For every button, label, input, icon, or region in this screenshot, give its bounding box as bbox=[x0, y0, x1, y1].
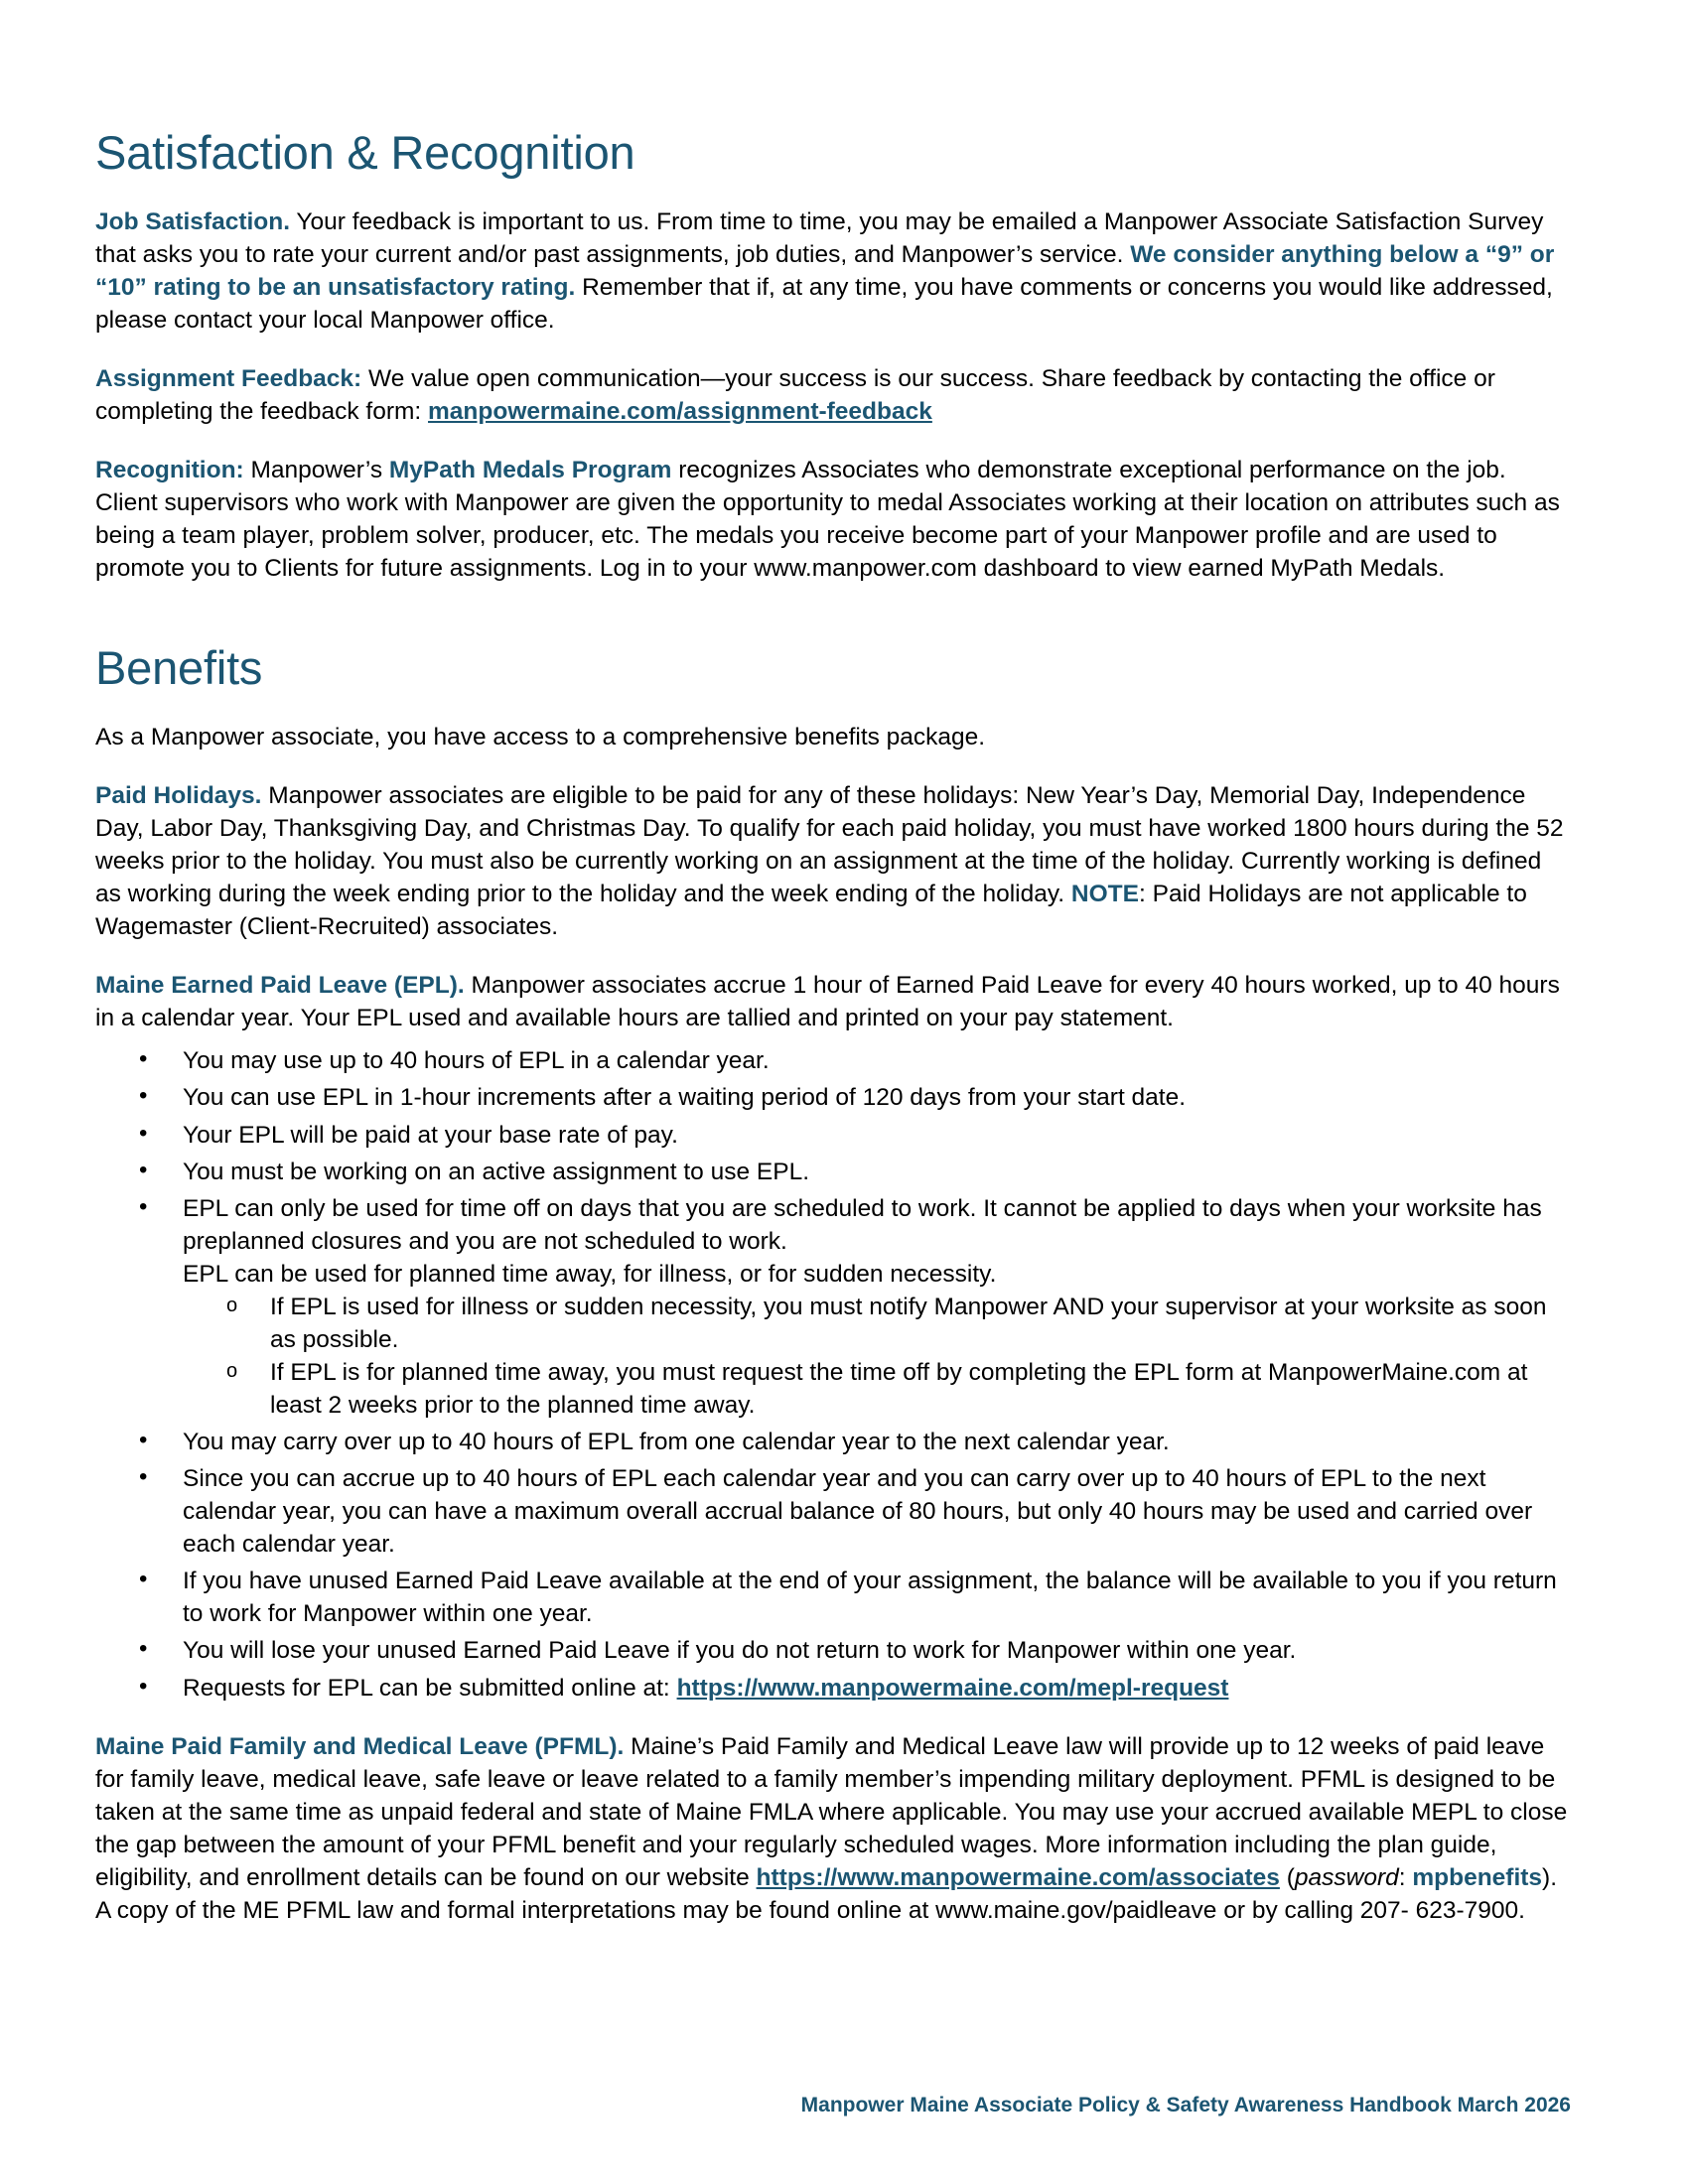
recognition-lead: Recognition: bbox=[95, 457, 244, 483]
paragraph-pfml bbox=[95, 1730, 1571, 1927]
page-title-benefits: Benefits bbox=[95, 641, 263, 695]
list-item-extra-line: EPL can be used for planned time away, for illness, or for sudden necessity. bbox=[183, 1260, 997, 1288]
pfml-text-1: Maine’s Paid Family and Medical Leave law will provide up to 12 weeks of paid leave for family leave, medical leave, safe leave or leave related to a family member’s impending military deployment. PFML is designed to be taken at the same time as unpaid federal and state of Maine FMLA where applicable. You may use your accrued available MEPL to close the gap between the amount of your PFML benefit and your regularly scheduled wages. More information including the plan guide, eligibility, and enrollment details can be found on our website bbox=[95, 1732, 1568, 1891]
list-item bbox=[95, 1426, 1571, 1458]
sub-list-item-text: If EPL is for planned time away, you must request the time off by completing the EPL form at ManpowerMaine.com at least 2 weeks prior to the planned time away. bbox=[270, 1358, 1528, 1419]
list-item-text: You must be working on an active assignment to use EPL. bbox=[183, 1158, 810, 1185]
assignment-feedback-link[interactable]: manpowermaine.com/assignment-feedback bbox=[428, 397, 932, 425]
list-item bbox=[95, 1156, 1571, 1188]
paid-holidays-lead: Paid Holidays. bbox=[95, 781, 262, 809]
list-item bbox=[95, 1081, 1571, 1114]
sub-list-item-text: If EPL is used for illness or sudden necessity, you must notify Manpower AND your supervisor at your worksite as soon as possible. bbox=[270, 1293, 1547, 1353]
sub-list-item bbox=[183, 1356, 1571, 1422]
pfml-password-value: mpbenefits bbox=[1412, 1863, 1543, 1891]
epl-lead: Maine Earned Paid Leave (EPL). bbox=[95, 972, 465, 1000]
paragraph-assignment-feedback bbox=[95, 362, 1571, 428]
pfml-text-3: : bbox=[1398, 1863, 1413, 1891]
list-item-text: Since you can accrue up to 40 hours of EPL each calendar year and you can carry over up to 40 hours of EPL to the next calendar year, you can have a maximum overall accrual balance of 80 hours, but only 40 hours may be used and carried over each calendar year. bbox=[183, 1465, 1533, 1559]
list-item-text: Your EPL will be paid at your base rate of pay. bbox=[183, 1121, 678, 1149]
list-item-text: You can use EPL in 1-hour increments after a waiting period of 120 days from your start date. bbox=[183, 1084, 1187, 1112]
paid-holidays-text-1: Manpower associates are eligible to be paid for any of these holidays: New Year’s Day, Memorial Day, Independence Day, Labor Day, Thanksgiving Day, and Christmas Day. To qualify for each paid holiday, you must have worked 1800 hours during the 52 weeks prior to the holiday. You must also be currently working on an assignment at the time of the holiday. Currently working is defined as working during the week ending prior to the holiday and the week ending of the holiday. bbox=[95, 781, 1564, 908]
job-satisfaction-text-2: Remember that if, at any time, you have comments or concerns you would like addressed, please contact your local Manpower office. bbox=[95, 273, 1553, 334]
epl-sub-bullet-list bbox=[183, 1291, 1571, 1422]
pfml-text-4: ). A copy of the ME PFML law and formal interpretations may be found online at www.maine.gov/paidleave or by calling 207- 623-7900. bbox=[95, 1863, 1558, 1924]
pfml-associates-link[interactable]: https://www.manpowermaine.com/associates bbox=[756, 1863, 1280, 1891]
paragraph-paid-holidays bbox=[95, 779, 1571, 943]
page-title-satisfaction-recognition: Satisfaction & Recognition bbox=[95, 126, 635, 179]
recognition-text-1: Manpower’s bbox=[243, 457, 389, 483]
list-item bbox=[95, 1462, 1571, 1561]
list-item bbox=[95, 1192, 1571, 1422]
pfml-text-2: ( bbox=[1279, 1863, 1295, 1891]
paragraph-epl-intro bbox=[95, 969, 1571, 1034]
paid-holidays-note-label: NOTE bbox=[1070, 881, 1139, 908]
list-item-text: If you have unused Earned Paid Leave available at the end of your assignment, the balance will be available to you if you return to work for Manpower within one year. bbox=[183, 1568, 1557, 1628]
list-item bbox=[95, 1565, 1571, 1630]
list-item bbox=[95, 1044, 1571, 1077]
paragraph-benefits-intro: As a Manpower associate, you have access to a comprehensive benefits package. bbox=[95, 723, 986, 751]
assignment-feedback-text: We value open communication—your success is our success. Share feedback by contacting the office or completing the feedback form: bbox=[95, 364, 1495, 425]
list-item bbox=[95, 1672, 1571, 1705]
pfml-lead: Maine Paid Family and Medical Leave (PFML). bbox=[95, 1732, 625, 1760]
list-item bbox=[95, 1634, 1571, 1667]
epl-bullet-list bbox=[95, 1044, 1571, 1704]
job-satisfaction-lead: Job Satisfaction. bbox=[95, 207, 291, 235]
assignment-feedback-lead: Assignment Feedback: bbox=[95, 364, 362, 392]
list-item bbox=[95, 1119, 1571, 1152]
pfml-password-label: password bbox=[1294, 1863, 1399, 1891]
job-satisfaction-emphasis: We consider anything below a “9” or “10” rating to be an unsatisfactory rating. bbox=[95, 240, 1555, 301]
mypath-medals-program-emphasis: MyPath Medals Program bbox=[388, 457, 672, 483]
list-item-text: You may carry over up to 40 hours of EPL from one calendar year to the next calendar year. bbox=[183, 1429, 1170, 1456]
paid-holidays-text-2: : Paid Holidays are not applicable to Wagemaster (Client-Recruited) associates. bbox=[95, 881, 1527, 941]
sub-list-item bbox=[183, 1291, 1571, 1356]
paragraph-job-satisfaction bbox=[95, 205, 1571, 337]
paragraph-recognition bbox=[95, 454, 1571, 585]
recognition-text-2: recognizes Associates who demonstrate exceptional performance on the job. Client supervisors who work with Manpower are given the opportunity to medal Associates working at their location on attributes such as being a team player, problem solver, producer, etc. The medals you receive become part of your Manpower profile and are used to promote you to Clients for future assignments. Log in to your www.manpower.com dashboard to view earned MyPath Medals. bbox=[95, 457, 1560, 583]
job-satisfaction-text-1: Your feedback is important to us. From time to time, you may be emailed a Manpower Associate Satisfaction Survey that asks you to rate your current and/or past assignments, job duties, and Manpower’s service. bbox=[95, 207, 1544, 268]
page-footer: Manpower Maine Associate Policy & Safety Awareness Handbook March 2026 bbox=[800, 2093, 1571, 2116]
epl-intro-text: Manpower associates accrue 1 hour of Earned Paid Leave for every 40 hours worked, up to 40 hours in a calendar year. Your EPL used and available hours are tallied and printed on your pay statement. bbox=[95, 972, 1560, 1032]
mepl-request-link[interactable]: https://www.manpowermaine.com/mepl-request bbox=[676, 1674, 1229, 1702]
list-item-text: You will lose your unused Earned Paid Leave if you do not return to work for Manpower within one year. bbox=[183, 1637, 1297, 1665]
list-item-text: Requests for EPL can be submitted online at: bbox=[183, 1674, 677, 1702]
list-item-text: EPL can only be used for time off on days that you are scheduled to work. It cannot be applied to days when your worksite has preplanned closures and you are not scheduled to work. bbox=[183, 1194, 1542, 1255]
list-item-text: You may use up to 40 hours of EPL in a calendar year. bbox=[183, 1047, 770, 1075]
